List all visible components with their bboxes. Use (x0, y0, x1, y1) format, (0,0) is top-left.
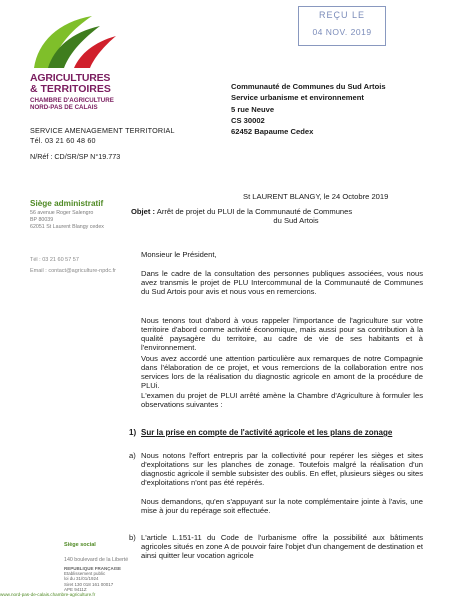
legal-line: APE 9411Z (64, 586, 87, 592)
recipient-line: 62452 Bapaume Cedex (231, 127, 314, 137)
logo-brand-line1: AGRICULTURES (30, 72, 111, 84)
siege-email: Email : contact@agriculture-npdc.fr (30, 268, 116, 274)
objet-line1: Arrêt de projet du PLUI de la Communauté de Communes (156, 207, 353, 216)
section-heading-number: 1) (129, 428, 137, 437)
siege-social-address: 140 boulevard de la Liberté (64, 557, 129, 563)
recipient-address (231, 81, 386, 137)
paragraph-observations: L'examen du projet de PLUI arrêté amène la Chambre d'Agriculture à formuler les observations suivantes : (141, 391, 423, 410)
legal-line: Etablissement public (64, 571, 106, 577)
recipient-line: 5 rue Neuve (231, 104, 275, 114)
objet-line2: du Sud Artois (273, 216, 319, 225)
legal-line: Siret 130 018 161 00017 (64, 581, 114, 587)
letter-object (131, 207, 421, 225)
siege-administratif-title: Siège administratif (30, 199, 104, 208)
paragraph-collaboration: Vous avez accordé une attention particulière aux remarques de notre Compagnie dans l'élaboration de ce projet, et vous remercions de la collaboration entre nos services lors de la réalisation du diagnostic agricole en amont de la procédure de PLUi. (141, 354, 423, 391)
siege-address (30, 210, 104, 231)
siege-address-line: 56 avenue Roger Salengro (30, 210, 94, 216)
item-a-request: Nous demandons, qu'en s'appuyant sur la note complémentaire jointe à l'avis, une mise à jour du repérage soit effectuée. (141, 497, 423, 516)
logo-brand-line3: CHAMBRE D'AGRICULTURE (30, 97, 114, 104)
legal-info-block (64, 566, 121, 592)
reference-number: N/Réf : CD/SR/SP N°19.773 (30, 152, 121, 161)
logo-brand-line4: NORD-PAS DE CALAIS (30, 104, 98, 111)
siege-tel: Tél : 03 21 60 57 57 (30, 257, 79, 263)
chambre-agriculture-logo-icon (28, 14, 120, 70)
paragraph-consultation: Dans le cadre de la consultation des personnes publiques associées, vous nous avez transmis le projet de PLU Intercommunal de la Communauté de Communes du Sud Artois pour avis et nous vous en remercions. (141, 269, 423, 297)
website-link[interactable]: www.nord-pas-de-calais.chambre-agriculture.fr (0, 592, 96, 597)
recipient-line: Communauté de Communes du Sud Artois (231, 82, 386, 91)
siege-address-line: 62051 St Laurent Blangy cedex (30, 224, 104, 230)
service-tel: Tél. 03 21 60 48 60 (30, 135, 96, 145)
paragraph-importance-agriculture: Nous tenons tout d'abord à vous rappeler l'importance de l'agriculture sur votre territoire d'abord comme activité économique, mais aussi pour sa contribution à la qualité paysagère du territoire, au cadre de vie de ses habitants et à l'environnement. (141, 316, 423, 353)
item-b-text: L'article L.151-11 du Code de l'urbanisme offre la possibilité aux bâtiments agricoles situés en zone A de pouvoir faire l'objet d'un changement de destination et ainsi quitter leur vocation agricole (141, 533, 423, 561)
section-heading-text: Sur la prise en compte de l'activité agricole et les plans de zonage (141, 428, 393, 437)
recipient-line: Service urbanisme et environnement (231, 93, 364, 103)
logo-brand-line2: & TERRITOIRES (30, 83, 111, 95)
logo-wordmark (30, 73, 140, 111)
item-b-marker: b) (129, 533, 136, 542)
reception-stamp (298, 6, 386, 46)
legal-line: loi du 31/01/1924 (64, 576, 99, 582)
recipient-line: CS 30002 (231, 115, 265, 125)
siege-address-line: BP 80039 (30, 217, 54, 223)
letter-date: St LAURENT BLANGY, le 24 Octobre 2019 (243, 192, 389, 201)
item-a-marker: a) (129, 451, 136, 460)
stamp-date: 04 NOV. 2019 (312, 27, 372, 37)
objet-label: Objet : (131, 207, 156, 216)
stamp-title: REÇU LE (318, 10, 365, 20)
item-a-text: Nous notons l'effort entrepris par la collectivité pour repérer les sièges et sites d'exploitations sur les planches de zonage. Toutefois malgré la réalisation d'un diagnostic agricole il semble subsister des oublis. En effet, plusieurs sièges ou sites d'exploitations n'ont pas été repérés. (141, 451, 423, 488)
siege-social-title: Siège social (64, 542, 96, 548)
legal-line: REPUBLIQUE FRANÇAISE (64, 566, 122, 571)
salutation: Monsieur le Président, (141, 250, 217, 259)
service-name: SERVICE AMENAGEMENT TERRITORIAL (30, 126, 175, 135)
sender-service (30, 126, 175, 145)
